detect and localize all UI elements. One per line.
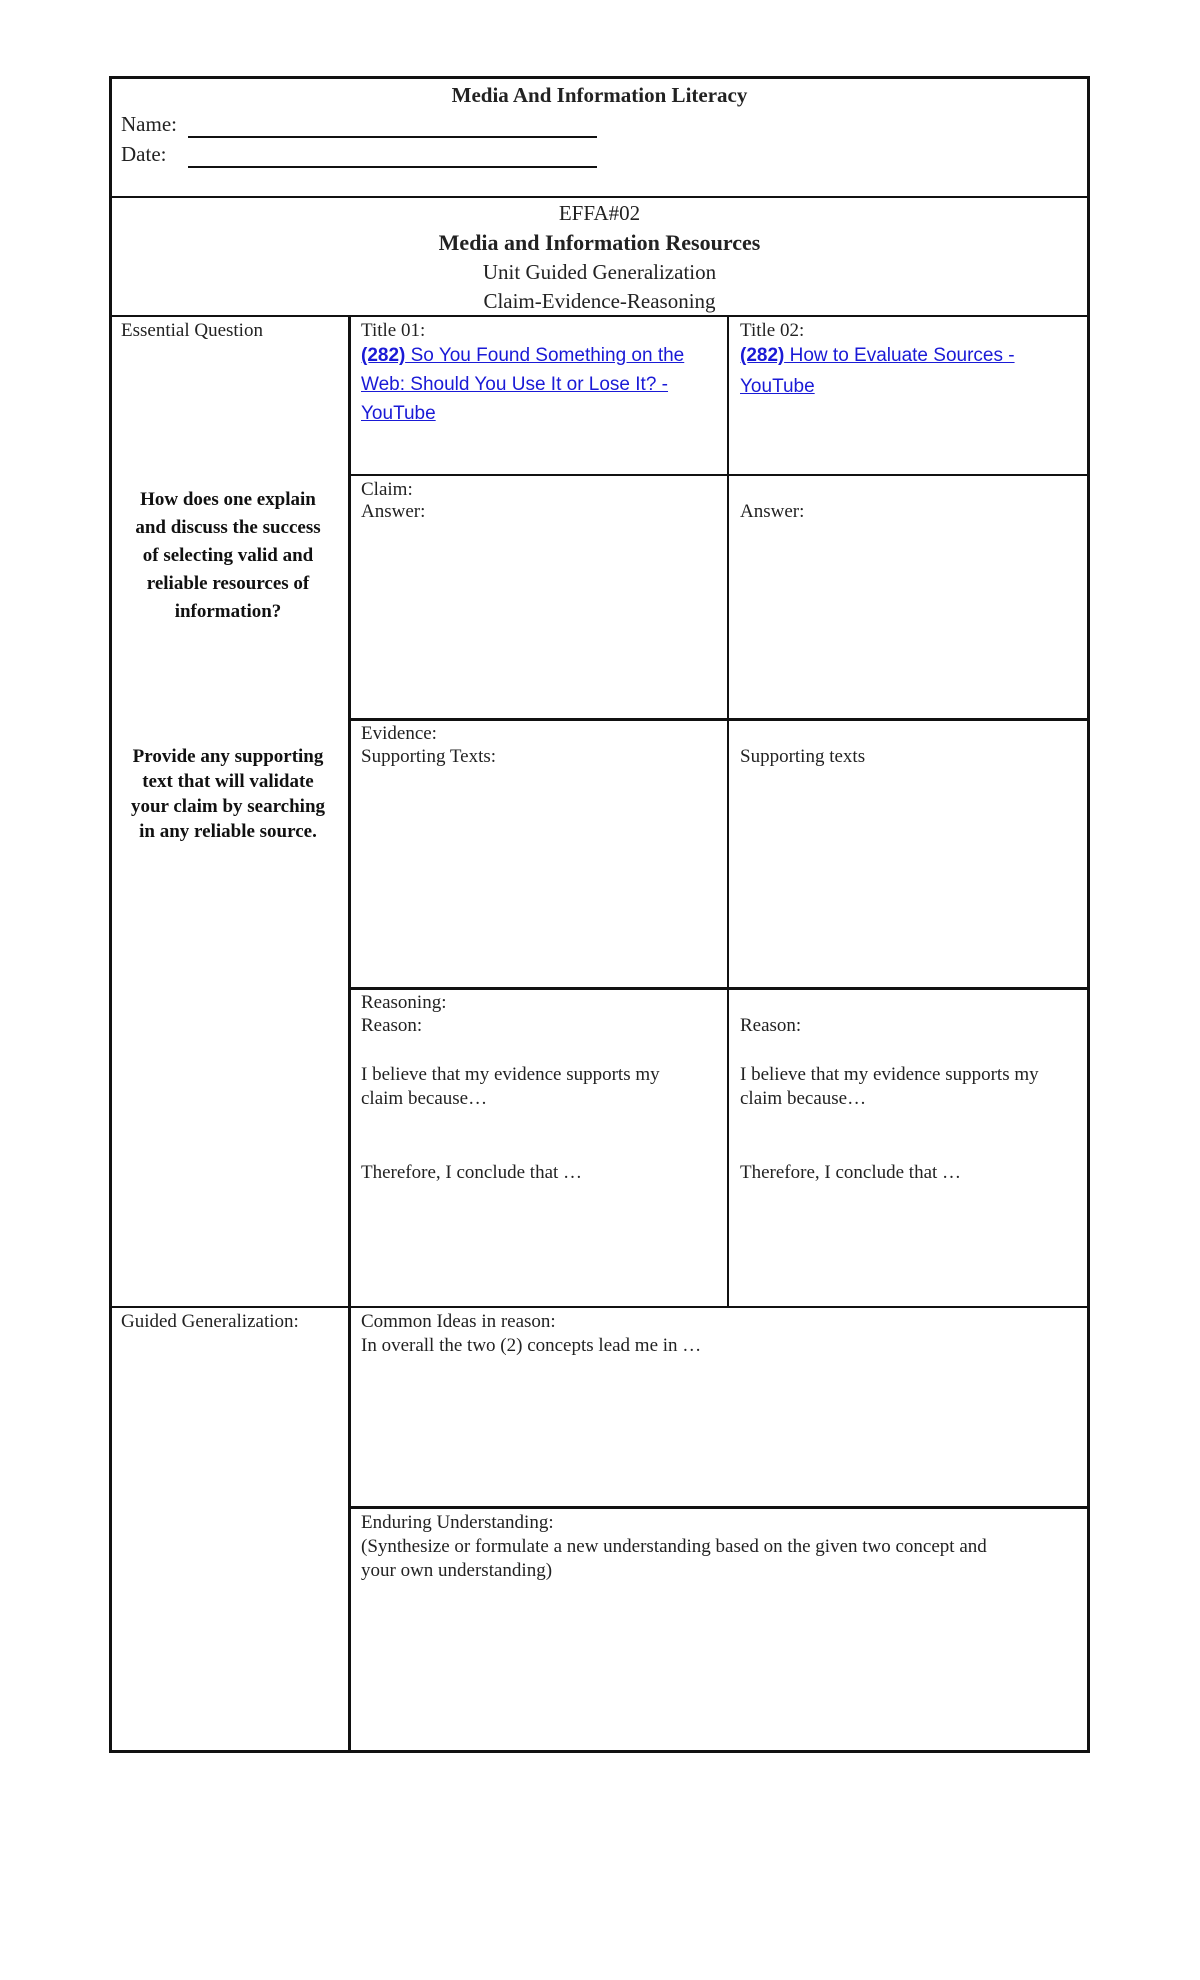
reasoning-reason-1-label: Reason: [361,1015,423,1036]
reasoning-conclude-2: Therefore, I conclude that … [740,1162,962,1183]
guided-generalization-label: Guided Generalization: [121,1311,299,1332]
title-02-link[interactable]: (282) How to Evaluate Sources - YouTube [740,345,1015,397]
reasoning-believe-2-line2: claim because… [740,1088,867,1109]
common-ideas-text: In overall the two (2) concepts lead me in … [361,1335,702,1356]
reasoning-reason-2-label: Reason: [740,1015,802,1036]
frame-left-border [109,76,112,1753]
evidence-support-2-area[interactable] [733,772,1083,982]
date-label: Date: [121,142,167,166]
name-field[interactable] [188,136,597,138]
activity-code: EFFA#02 [558,201,641,225]
claim-answer-2-area[interactable] [733,526,1083,714]
evidence-label: Evidence: [361,723,437,744]
document-title: Media And Information Literacy [451,83,748,107]
title-02-label: Title 02: [740,320,805,341]
common-ideas-label: Common Ideas in reason: [361,1311,556,1332]
claim-label: Claim: [361,479,413,500]
enduring-understanding-area[interactable] [354,1586,1084,1746]
evidence-support-1-area[interactable] [354,772,722,982]
left-column-divider [348,315,351,1752]
evidence-row-divider [349,987,1090,990]
banner-subtitle-cer: Claim-Evidence-Reasoning [483,289,716,313]
banner-subtitle-unit: Unit Guided Generalization [482,260,717,284]
frame-bottom-border [109,1750,1090,1753]
enduring-understanding-line2: your own understanding) [361,1560,553,1581]
title-01-label: Title 01: [361,320,426,341]
evidence-support-2-label: Supporting texts [740,746,866,767]
evidence-support-1-label: Supporting Texts: [361,746,497,767]
reasoning-conclude-1: Therefore, I conclude that … [361,1162,583,1183]
enduring-understanding-line1: (Synthesize or formulate a new understanding based on the given two concept and [361,1536,987,1557]
date-field[interactable] [188,166,597,168]
banner-title: Media and Information Resources [438,230,761,255]
frame-right-border [1087,76,1090,1753]
claim-answer-1-area[interactable] [354,526,722,714]
essential-question-label: Essential Question [121,320,263,341]
essential-instruction-text: Provide any supporting text that will validate your claim by searching in any reliable source. [130,746,326,842]
title-row-divider [349,474,1090,476]
frame-top-border [109,76,1090,79]
enduring-understanding-label: Enduring Understanding: [361,1512,554,1533]
title-01-link[interactable]: (282) So You Found Something on the Web: Should You Use It or Lose It? - YouTube [361,345,685,424]
middle-column-divider [727,315,729,1307]
common-row-divider [349,1506,1090,1509]
name-label: Name: [121,112,177,136]
banner-divider [109,315,1090,317]
reasoning-row-divider [109,1306,1090,1308]
reasoning-believe-2-line1: I believe that my evidence supports my [740,1064,1039,1085]
reasoning-believe-1-line2: claim because… [361,1088,488,1109]
common-ideas-area[interactable] [354,1360,1084,1502]
header-divider [109,196,1090,198]
claim-answer-1-label: Answer: [361,501,426,522]
claim-answer-2-label: Answer: [740,501,805,522]
reasoning-believe-1-line1: I believe that my evidence supports my [361,1064,660,1085]
essential-question-text: How does one explain and discuss the success of selecting valid and reliable resources of information? [135,489,321,622]
claim-row-divider [349,718,1090,721]
reasoning-label: Reasoning: [361,992,447,1013]
